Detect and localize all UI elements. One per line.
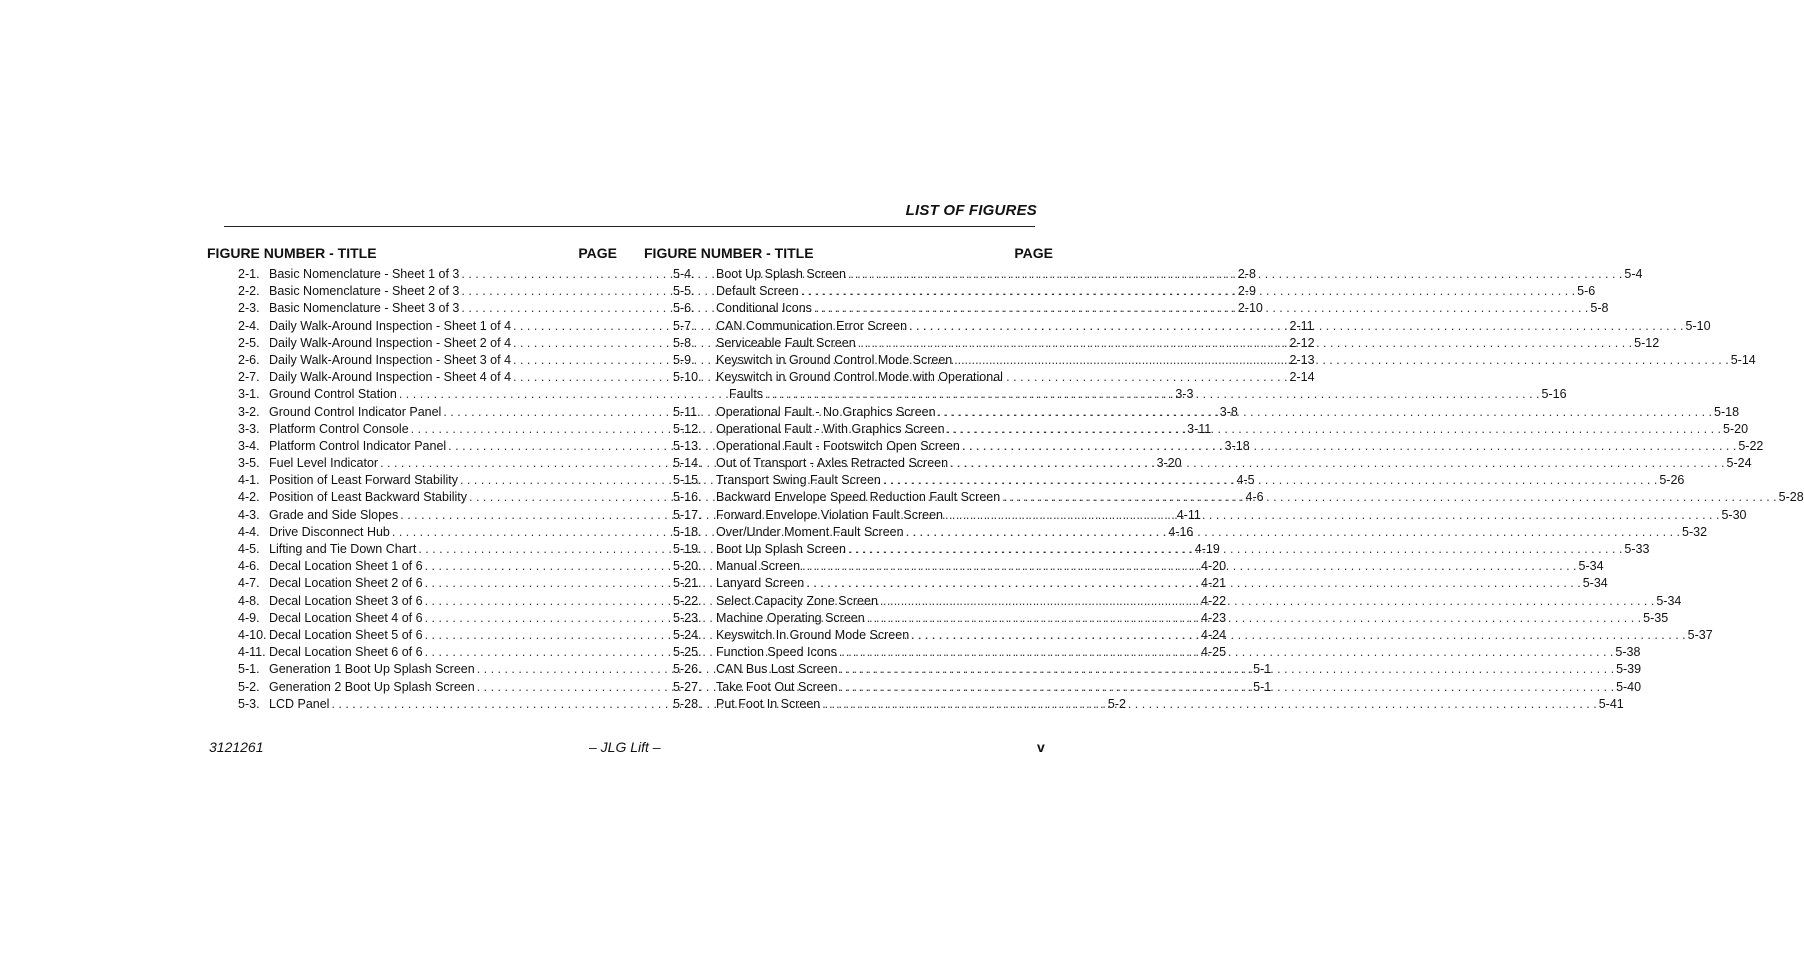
figure-page: 5-22 xyxy=(1738,438,1764,453)
figure-number: 2-4. xyxy=(238,318,260,333)
figure-title: Decal Location Sheet 5 of 6 xyxy=(269,627,423,642)
figure-page: 4-16 xyxy=(1168,524,1194,539)
figure-page: 4-22 xyxy=(1201,593,1227,608)
figure-title: Boot Up Splash Screen xyxy=(716,267,846,281)
figure-number: 3-2. xyxy=(238,404,260,419)
figure-page: 5-18 xyxy=(1714,404,1740,419)
figure-page: 4-6 xyxy=(1245,490,1264,505)
header-rule xyxy=(224,226,1035,227)
figure-number: 4-5. xyxy=(238,542,260,556)
figure-page: 5-2 xyxy=(1107,696,1126,711)
figure-number: 5-17. xyxy=(673,507,702,522)
figure-title: Daily Walk-Around Inspection - Sheet 1 of 4 xyxy=(269,318,512,333)
footer-page-number: v xyxy=(1037,739,1045,755)
figure-title: Position of Least Forward Stability xyxy=(269,473,458,488)
figure-title: Operational Fault - With Graphics Screen xyxy=(716,421,945,436)
figure-title: Ground Control Station xyxy=(269,387,397,402)
figure-page: 5-14 xyxy=(1730,352,1756,367)
figure-title: Platform Control Indicator Panel xyxy=(269,438,447,453)
figure-title: Daily Walk-Around Inspection - Sheet 3 of 4 xyxy=(269,352,512,367)
figure-page: 5-33 xyxy=(1624,542,1650,557)
figure-number: 2-6. xyxy=(238,352,260,367)
figure-number: 5-13. xyxy=(673,438,702,453)
figure-title: Take Foot Out Screen xyxy=(716,679,838,694)
figure-page: 5-4 xyxy=(1624,267,1643,281)
figure-title: Generation 2 Boot Up Splash Screen xyxy=(269,679,475,694)
figure-page: 5-34 xyxy=(1656,593,1682,608)
figure-title: Over/Under Moment Fault Screen xyxy=(716,524,904,539)
figure-page: 5-12 xyxy=(1634,335,1660,350)
figure-title: Decal Location Sheet 3 of 6 xyxy=(269,593,423,608)
figure-title: CAN Communication Error Screen xyxy=(716,318,908,333)
figure-title: Backward Envelope Speed Reduction Fault Screen xyxy=(716,490,1001,505)
figure-number: 5-22. xyxy=(673,593,702,608)
figure-number: 3-1. xyxy=(238,387,260,402)
figure-number: 5-12. xyxy=(673,421,702,436)
figure-page: 3-20 xyxy=(1156,456,1182,471)
figure-page: 3-3 xyxy=(1175,387,1194,402)
figure-title: LCD Panel xyxy=(269,696,330,711)
figure-number: 5-18. xyxy=(673,524,702,539)
dot-leader xyxy=(883,472,1657,489)
figure-title: Basic Nomenclature - Sheet 3 of 3 xyxy=(269,301,460,316)
figure-title: Basic Nomenclature - Sheet 1 of 3 xyxy=(269,267,460,281)
figure-page: 5-10 xyxy=(1685,318,1711,333)
figure-number: 4-4. xyxy=(238,524,260,539)
figure-number: 4-3. xyxy=(238,507,260,522)
figure-number: 5-10. xyxy=(673,370,702,385)
figure-title: Select Capacity Zone Screen xyxy=(716,593,878,608)
figure-title: Manual Screen xyxy=(716,559,801,574)
figure-title: Drive Disconnect Hub xyxy=(269,524,390,539)
figure-page: 5-32 xyxy=(1682,524,1708,539)
figure-number: 5-7. xyxy=(673,318,695,333)
dot-leader xyxy=(909,318,1683,335)
figure-title: Generation 1 Boot Up Splash Screen xyxy=(269,662,475,677)
dot-leader xyxy=(840,661,1614,678)
figure-page: 5-1 xyxy=(1253,662,1272,677)
figure-title: Fuel Level Indicator xyxy=(269,456,379,471)
figure-page: 4-11 xyxy=(1176,507,1201,522)
dot-leader xyxy=(806,575,1580,592)
figure-page: 5-16 xyxy=(1541,387,1567,402)
page-header-title: LIST OF FIGURES xyxy=(905,202,1037,219)
dot-leader xyxy=(839,644,1613,661)
figure-number: 4-10. xyxy=(238,627,267,642)
figure-page: 5-37 xyxy=(1687,627,1713,642)
figure-number: 5-14. xyxy=(673,456,702,471)
dot-leader xyxy=(848,266,1622,283)
figure-page: 5-8 xyxy=(1590,301,1609,316)
figure-title: Basic Nomenclature - Sheet 2 of 3 xyxy=(269,284,460,299)
figure-page: 5-41 xyxy=(1598,696,1624,711)
figure-page: 5-35 xyxy=(1643,610,1669,625)
figure-page: 5-38 xyxy=(1615,645,1641,660)
figure-page: 2-11 xyxy=(1289,318,1314,333)
figure-page: 3-11 xyxy=(1187,421,1212,436)
figure-number: 2-1. xyxy=(238,267,260,281)
figure-title-line1: Keyswitch in Ground Control Mode with Operational xyxy=(716,370,1003,385)
figure-number: 5-4. xyxy=(673,267,695,281)
dot-leader xyxy=(802,558,1576,575)
figure-number: 2-3. xyxy=(238,301,260,316)
dot-leader xyxy=(1002,489,1776,506)
figure-page: 2-14 xyxy=(1289,370,1315,385)
figure-page: 4-25 xyxy=(1201,645,1227,660)
figure-page: 5-20 xyxy=(1723,421,1749,436)
figure-title: Daily Walk-Around Inspection - Sheet 2 of 4 xyxy=(269,335,512,350)
figure-number: 5-20. xyxy=(673,559,702,574)
figure-page: 4-24 xyxy=(1201,627,1227,642)
figure-number: 5-27. xyxy=(673,679,702,694)
figure-page: 4-23 xyxy=(1201,610,1227,625)
figure-page: 5-24 xyxy=(1726,456,1752,471)
figure-page: 2-13 xyxy=(1289,352,1315,367)
footer-center-text: – JLG Lift – xyxy=(589,739,661,755)
figure-title: Lanyard Screen xyxy=(716,576,805,591)
figure-number: 4-7. xyxy=(238,576,260,591)
figure-page: 4-5 xyxy=(1236,473,1255,488)
figure-page: 4-21 xyxy=(1201,576,1227,591)
figure-page: 5-30 xyxy=(1721,507,1747,522)
figure-title: Put Foot In Screen xyxy=(716,696,821,711)
figure-title: Platform Control Console xyxy=(269,421,409,436)
figure-title: Default Screen xyxy=(716,284,799,299)
figure-title: Transport Swing Fault Screen xyxy=(716,473,881,488)
figure-title: Decal Location Sheet 2 of 6 xyxy=(269,576,423,591)
figure-title: CAN Bus Lost Screen xyxy=(716,662,838,677)
figure-number: 5-21. xyxy=(673,576,702,591)
figure-page: 5-26 xyxy=(1659,473,1685,488)
figure-number: 5-26. xyxy=(673,662,702,677)
figure-number: 4-1. xyxy=(238,473,260,488)
figure-number: 5-3. xyxy=(238,696,260,711)
figure-page: 2-8 xyxy=(1237,267,1256,281)
figure-title: Out of Transport - Axles Retracted Screen xyxy=(716,456,949,471)
figure-number: 5-23. xyxy=(673,610,702,625)
column-heading-page: PAGE xyxy=(1014,245,1053,261)
column-heading-title: FIGURE NUMBER - TITLE xyxy=(644,245,814,261)
column-heading-page: PAGE xyxy=(578,245,617,261)
figure-number: 4-9. xyxy=(238,610,260,625)
figure-number: 5-2. xyxy=(238,679,260,694)
figure-page: 2-9 xyxy=(1237,284,1256,299)
figure-page: 2-12 xyxy=(1289,335,1315,350)
figure-title: Operational Fault - Footswitch Open Screen xyxy=(716,438,960,453)
figure-title: Daily Walk-Around Inspection - Sheet 4 of 4 xyxy=(269,370,512,385)
figure-page: 5-1 xyxy=(1253,679,1272,694)
dot-leader xyxy=(867,610,1641,627)
figure-page: 5-34 xyxy=(1578,559,1604,574)
dot-leader xyxy=(906,524,1680,541)
figure-title-line2: Faults xyxy=(729,387,764,402)
figure-number: 5-1. xyxy=(238,662,260,677)
figure-page: 2-10 xyxy=(1237,301,1263,316)
figure-page: 3-8 xyxy=(1219,404,1238,419)
figure-title: Conditional Icons xyxy=(716,301,812,316)
figure-title: Boot Up Splash Screen xyxy=(716,542,846,557)
dot-leader xyxy=(801,283,1575,300)
dot-leader xyxy=(962,438,1736,455)
figure-title: Position of Least Backward Stability xyxy=(269,490,468,505)
dot-leader xyxy=(848,541,1622,558)
figure-title: Decal Location Sheet 6 of 6 xyxy=(269,645,423,660)
dot-leader xyxy=(765,386,1539,403)
figure-title: Serviceable Fault Screen xyxy=(716,335,856,350)
figure-page: 4-19 xyxy=(1194,542,1220,556)
figure-number: 5-16. xyxy=(673,490,702,505)
figure-page: 4-20 xyxy=(1201,559,1227,574)
figure-page: 5-6 xyxy=(1577,284,1596,299)
figure-number: 5-11. xyxy=(673,404,701,419)
figure-number: 3-5. xyxy=(238,456,260,471)
figure-title: Function Speed Icons xyxy=(716,645,837,660)
figure-title: Operational Fault - No Graphics Screen xyxy=(716,404,936,419)
figure-number: 4-8. xyxy=(238,593,260,608)
dot-leader xyxy=(954,352,1728,369)
dot-leader xyxy=(911,627,1685,644)
figure-page: 5-28 xyxy=(1778,490,1804,505)
figure-number: 3-3. xyxy=(238,421,260,436)
figure-number: 5-28. xyxy=(673,696,702,711)
figure-title: Decal Location Sheet 1 of 6 xyxy=(269,559,423,574)
figure-title: Ground Control Indicator Panel xyxy=(269,404,442,419)
dot-leader xyxy=(945,507,1719,524)
figure-number: 2-5. xyxy=(238,335,260,350)
dot-leader xyxy=(814,300,1588,317)
figure-number: 5-25. xyxy=(673,645,702,660)
column-heading-title: FIGURE NUMBER - TITLE xyxy=(207,245,377,261)
figure-number: 2-2. xyxy=(238,284,260,299)
footer-doc-number: 3121261 xyxy=(209,739,264,755)
figure-number: 2-7. xyxy=(238,370,260,385)
dot-leader xyxy=(938,404,1712,421)
figure-number: 5-6. xyxy=(673,301,695,316)
dot-leader xyxy=(947,421,1721,438)
figure-title: Keyswitch in Ground Control Mode Screen xyxy=(716,352,953,367)
figure-number: 4-11. xyxy=(238,645,266,660)
figure-title: Keyswitch In Ground Mode Screen xyxy=(716,627,910,642)
figure-number: 4-6. xyxy=(238,559,260,574)
figure-number: 5-9. xyxy=(673,352,695,367)
figure-page: 3-18 xyxy=(1224,438,1250,453)
figure-number: 4-2. xyxy=(238,490,260,505)
dot-leader xyxy=(880,593,1654,610)
dot-leader xyxy=(950,455,1724,472)
figure-title: Lifting and Tie Down Chart xyxy=(269,542,417,556)
dot-leader xyxy=(822,696,1596,713)
figure-number: 5-24. xyxy=(673,627,702,642)
figure-title: Grade and Side Slopes xyxy=(269,507,399,522)
figure-page: 5-39 xyxy=(1616,662,1642,677)
left-column-heading xyxy=(207,244,617,266)
figure-page: 5-34 xyxy=(1582,576,1608,591)
figure-number: 5-8. xyxy=(673,335,695,350)
right-column-heading xyxy=(644,244,1053,266)
dot-leader xyxy=(840,679,1614,696)
figure-number: 5-5. xyxy=(673,284,695,299)
figure-title: Decal Location Sheet 4 of 6 xyxy=(269,610,423,625)
figure-page: 5-40 xyxy=(1616,679,1642,694)
figure-number: 5-15. xyxy=(673,473,702,488)
figure-title: Forward Envelope Violation Fault Screen xyxy=(716,507,943,522)
figure-title: Machine Operating Screen xyxy=(716,610,865,625)
figure-number: 3-4. xyxy=(238,438,260,453)
figure-entry[interactable] xyxy=(644,696,1624,713)
figure-number: 5-19. xyxy=(673,542,702,557)
dot-leader xyxy=(858,335,1632,352)
